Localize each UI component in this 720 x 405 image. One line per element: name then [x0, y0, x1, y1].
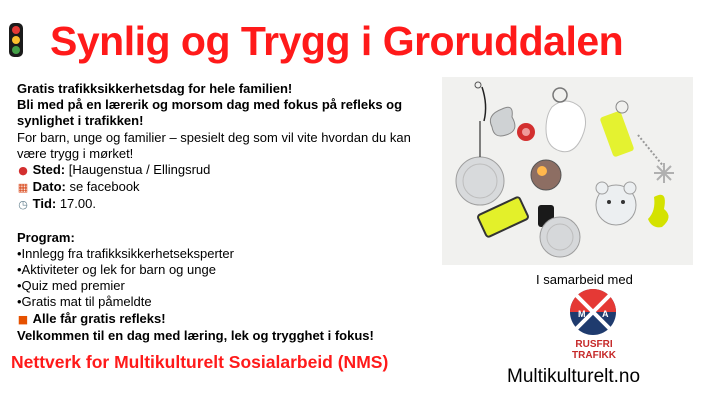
partner-line-1: RUSFRI — [575, 339, 613, 350]
program-item: •Innlegg fra trafikksikkerhetseksperter — [17, 245, 234, 261]
rusfri-trafikk-logo — [568, 287, 618, 337]
date-label: Dato: — [32, 179, 66, 195]
headline: Gratis trafikksikkerhetsdag for hele familien! — [17, 81, 293, 96]
calendar-icon: ▦ — [17, 181, 29, 195]
reflectors-photo — [442, 77, 693, 265]
detail-place — [17, 162, 437, 179]
website-link[interactable]: Multikulturelt.no — [507, 366, 641, 387]
closing-text: Velkommen til en dag med læring, lek og trygghet i fokus! — [17, 327, 374, 343]
program-item: •Quiz med premier — [17, 278, 125, 294]
traffic-light-icon — [9, 23, 23, 57]
clock-icon: ◷ — [18, 198, 28, 212]
program-item: •Aktiviteter og lek for barn og unge — [17, 262, 216, 278]
lead-line-1: Bli med på en lærerik og morsom dag med fokus på refleks og — [17, 97, 403, 113]
collaboration-label: I samarbeid med — [536, 272, 633, 287]
detail-date — [17, 179, 437, 196]
gift-icon: ■ — [17, 312, 29, 326]
time-label: Tid: — [32, 196, 57, 212]
place-label: Sted: — [32, 162, 66, 178]
time-value: 17.00. — [56, 196, 96, 212]
date-value: se facebook — [65, 179, 140, 195]
detail-time — [17, 196, 437, 213]
logo-letter-a: A — [602, 309, 609, 319]
place-value: [Haugenstua / Ellingsrud — [65, 162, 211, 178]
program-heading: Program: — [17, 229, 75, 245]
logo-letter-m: M — [578, 309, 586, 319]
lead-line-2: synlighet i trafikken! — [17, 113, 144, 129]
audience-line-2: være trygg i mørket! — [17, 145, 134, 161]
partner-line-2: TRAFIKK — [572, 350, 616, 361]
audience-line-1: For barn, unge og familier – spesielt deg som vil vite hvordan du kan — [17, 129, 411, 145]
gift-line — [17, 311, 437, 328]
partner-name — [570, 339, 618, 361]
event-description — [17, 81, 437, 344]
location-pin-icon: ● — [18, 164, 28, 178]
organizer-name: Nettverk for Multikulturelt Sosialarbeid (NMS) — [11, 352, 389, 372]
page-title: Synlig og Trygg i Groruddalen — [50, 18, 624, 64]
gift-text: Alle får gratis refleks! — [32, 310, 166, 326]
program-item: •Gratis mat til påmeldte — [17, 294, 152, 310]
